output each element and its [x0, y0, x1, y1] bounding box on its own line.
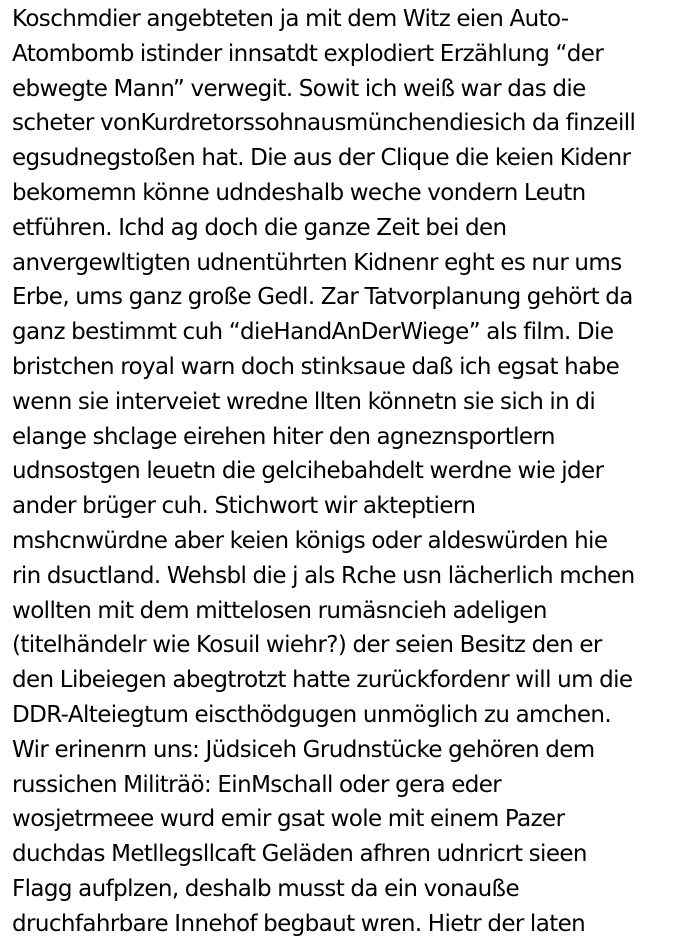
text-line: Wir erinenrn uns: Jüdsiceh Grudnstücke gehören dem [12, 736, 595, 763]
text-line: udnsostgen leuetn die gelcihebahdelt werdne wie jder [12, 458, 604, 485]
text-line: ander brüger cuh. Stichwort wir akteptiern [12, 493, 476, 520]
body-text [12, 2, 680, 942]
text-line: scheter vonKurdretorssohnausmünchendiesich da finzeill [12, 110, 636, 137]
text-line: (titelhändelr wie Kosuil wiehr?) der seien Besitz den er [12, 632, 602, 659]
text-line: wenn sie interveiet wredne llten könnetn sie sich in di [12, 388, 596, 415]
text-line: russichen Militräö: EinMschall oder gera eder [12, 771, 502, 798]
text-line: bristchen royal warn doch stinksaue daß ich egsat habe [12, 353, 620, 380]
text-line: elange shclage eirehen hiter den agneznsportlern [12, 423, 555, 450]
text-line: Atombomb istinder innsatdt explodiert Erzählung “der [12, 40, 604, 67]
text-line: ebwegte Mann” verwegit. Sowit ich weiß war das die [12, 75, 586, 102]
text-line: rin dsuctland. Wehsbl die j als Rche usn lächerlich mchen [12, 562, 635, 589]
text-line: den Libeiegen abegtrotzt hatte zurückfordenr will um die [12, 667, 633, 694]
text-line: druchfahrbare Innehof begbaut wren. Hietr der laten [12, 910, 586, 937]
text-line: anvergewltigten udnentührten Kidnenr eght es nur ums [12, 249, 622, 276]
text-line: ganz bestimmt cuh “dieHandAnDerWiege” als film. Die [12, 319, 614, 346]
text-line: Koschmdier angebteten ja mit dem Witz eien Auto- [12, 6, 569, 32]
text-line: egsudnegstoßen hat. Die aus der Clique die keien Kidenr [12, 145, 631, 172]
text-line: mshcnwürdne aber keien königs oder aldeswürden hie [12, 527, 608, 554]
text-line: bekomemn könne udndeshalb weche vondern Leutn [12, 179, 586, 206]
text-line: wollten mit dem mittelosen rumäsncieh adeligen [12, 597, 547, 624]
text-line: duchdas Metllegsllcaft Geläden afhren udnricrt sieen [12, 841, 587, 868]
text-line: DDR-Alteiegtum eiscthödgugen unmöglich zu amchen. [12, 701, 612, 728]
text-line: Erbe, ums ganz große Gedl. Zar Tatvorplanung gehört da [12, 284, 633, 311]
text-line: etführen. Ichd ag doch die ganze Zeit bei den [12, 214, 507, 241]
text-line: Flagg aufplzen, deshalb musst da ein vonauße [12, 875, 519, 902]
text-line: wosjetrmeee wurd emir gsat wole mit einem Pazer [12, 806, 565, 833]
